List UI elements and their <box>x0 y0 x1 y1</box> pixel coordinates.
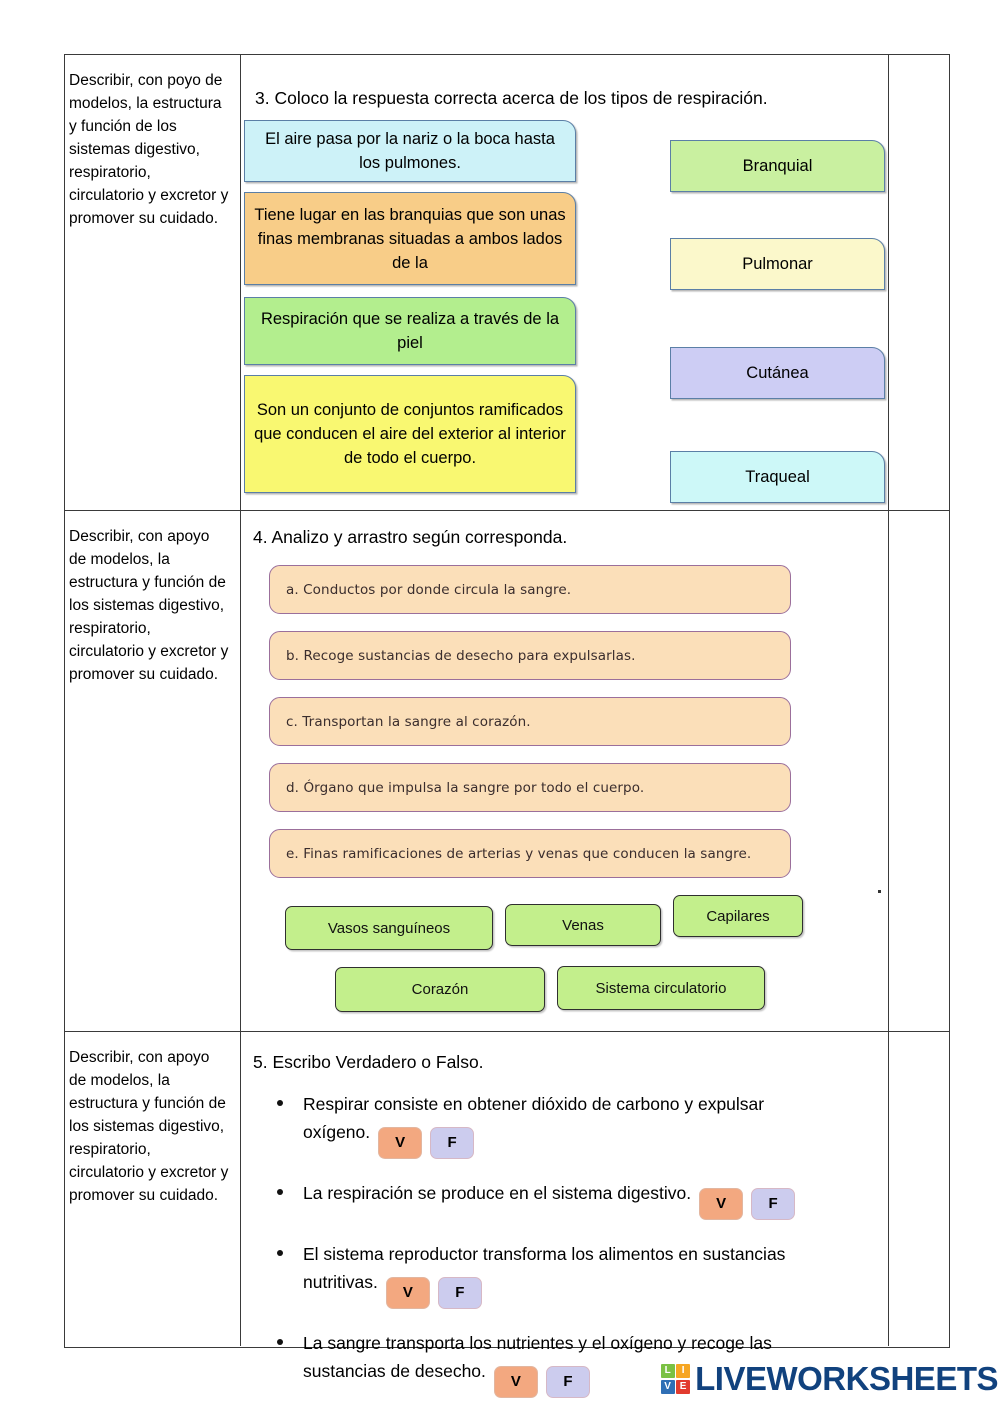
q4-item-e[interactable]: e. Finas ramificaciones de arterias y venas que conducen la sangre. <box>269 829 791 878</box>
liveworksheets-footer <box>661 1360 998 1398</box>
question-4-title: 4. Analizo y arrastro según corresponda. <box>253 527 568 547</box>
question-5-title: 5. Escribo Verdadero o Falso. <box>253 1052 484 1072</box>
q3-description-2[interactable]: Tiene lugar en las branquias que son unas finas membranas situadas a ambos lados de la <box>244 192 576 285</box>
q3-option-pulmonar[interactable]: Pulmonar <box>670 238 885 290</box>
q4-item-b[interactable]: b. Recoge sustancias de desecho para expulsarlas. <box>269 631 791 680</box>
objective-cell-1: Describir, con poyo de modelos, la estructura y función de los sistemas digestivo, respiratorio, circulatorio y excretor y promover su cuidado. <box>65 55 241 510</box>
q4-chip-venas[interactable]: Venas <box>505 904 661 946</box>
q5-statement-3-lead: El sistema reproductor transforma los alimentos en sustancias <box>303 1244 786 1264</box>
logo-square-e: E <box>676 1380 690 1394</box>
objective-cell-3: Describir, con apoyo de modelos, la estructura y función de los sistemas digestivo, respiratorio, circulatorio y excretor y promover su cuidado. <box>65 1032 241 1346</box>
q5-statement-2 <box>241 1179 888 1220</box>
logo-square-v: V <box>661 1380 675 1394</box>
q3-option-branquial[interactable]: Branquial <box>670 140 885 192</box>
question-4-cell <box>241 511 889 1031</box>
q4-item-a[interactable]: a. Conductos por donde circula la sangre. <box>269 565 791 614</box>
bullet-icon <box>277 1250 283 1256</box>
q4-item-c[interactable]: c. Transportan la sangre al corazón. <box>269 697 791 746</box>
q5-false-button-1[interactable]: F <box>430 1127 474 1159</box>
q5-true-button-3[interactable]: V <box>386 1277 430 1309</box>
objective-cell-2: Describir, con apoyo de modelos, la estructura y función de los sistemas digestivo, respiratorio, circulatorio y excretor y promover su cuidado. <box>65 511 241 1031</box>
question-3-matching-area <box>241 120 888 500</box>
q5-statement-1-tail: oxígeno. <box>303 1122 371 1142</box>
q5-statement-3-tail: nutritivas. <box>303 1272 378 1292</box>
q4-chip-corazon[interactable]: Corazón <box>335 967 545 1012</box>
q4-chip-sistema-circulatorio[interactable]: Sistema circulatorio <box>557 966 765 1010</box>
question-5-statement-list <box>241 1090 888 1398</box>
bullet-icon <box>277 1100 283 1106</box>
liveworksheets-wordmark: LIVEWORKSHEETS <box>695 1360 998 1397</box>
q5-false-button-3[interactable]: F <box>438 1277 482 1309</box>
q5-statement-4-tail: sustancias de desecho. <box>303 1361 486 1381</box>
q5-statement-3 <box>241 1240 888 1309</box>
liveworksheets-logo-icon <box>661 1364 691 1394</box>
q5-statement-2-tail: La respiración se produce en el sistema digestivo. <box>303 1183 692 1203</box>
logo-square-i: I <box>676 1364 690 1378</box>
q5-true-button-2[interactable]: V <box>699 1188 743 1220</box>
q4-item-d[interactable]: d. Órgano que impulsa la sangre por todo el cuerpo. <box>269 763 791 812</box>
question-3-cell <box>241 55 889 510</box>
bullet-icon <box>277 1339 283 1345</box>
score-cell-1 <box>889 55 949 510</box>
q4-chip-vasos-sanguineos[interactable]: Vasos sanguíneos <box>285 906 493 950</box>
logo-square-l: L <box>661 1364 675 1378</box>
table-row-q3 <box>65 55 949 511</box>
table-row-q4 <box>65 511 949 1032</box>
question-3-title: 3. Coloco la respuesta correcta acerca de los tipos de respiración. <box>255 88 768 108</box>
question-4-drag-area <box>241 561 888 1031</box>
q5-true-button-1[interactable]: V <box>378 1127 422 1159</box>
q3-description-3[interactable]: Respiración que se realiza a través de la piel <box>244 297 576 365</box>
q5-statement-1 <box>241 1090 888 1159</box>
stray-dot-mark <box>878 890 881 893</box>
q5-false-button-2[interactable]: F <box>751 1188 795 1220</box>
q5-statement-1-lead: Respirar consiste en obtener dióxido de carbono y expulsar <box>303 1094 765 1114</box>
q3-option-traqueal[interactable]: Traqueal <box>670 451 885 503</box>
score-cell-2 <box>889 511 949 1031</box>
q3-description-1[interactable]: El aire pasa por la nariz o la boca hasta los pulmones. <box>244 120 576 182</box>
bullet-icon <box>277 1189 283 1195</box>
q5-statement-4-lead: La sangre transporta los nutrientes y el oxígeno y recoge las <box>303 1333 772 1353</box>
q5-true-button-4[interactable]: V <box>494 1366 538 1398</box>
score-cell-3 <box>889 1032 949 1346</box>
q4-chip-capilares[interactable]: Capilares <box>673 895 803 937</box>
q5-false-button-4[interactable]: F <box>546 1366 590 1398</box>
q3-option-cutanea[interactable]: Cutánea <box>670 347 885 399</box>
q3-description-4[interactable]: Son un conjunto de conjuntos ramificados que conducen el aire del exterior al interior de todo el cuerpo. <box>244 375 576 493</box>
